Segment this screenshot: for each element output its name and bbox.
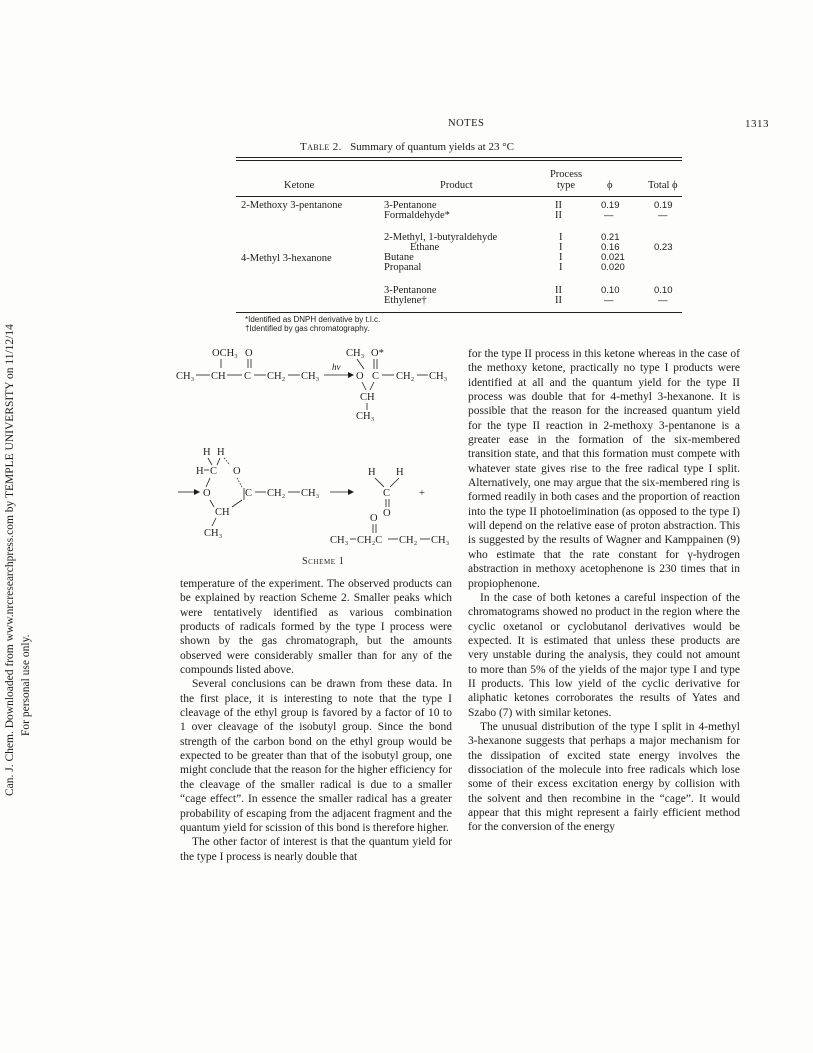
header-product: Product — [440, 180, 473, 191]
paragraph: Several conclusions can be drawn from these data. In the first place, it is interesting to note that the type I cleavage of the ethyl group is favored by a factor of 10 to 1 over cleavage of the isobutyl group. Since the bond strength of the carbon bond on the ethyl group would be expected to be greater than that of the isobutyl group, one might conclude that the reason for the higher efficiency for the cleavage of the smaller radical is due to a smaller “cage effect”. In essence the smaller radical has a greater probability of escaping from the adjacent fragment and the quantum yield for scission of this bond is therefore higher. — [180, 678, 452, 834]
ch2c-label: CH₂C — [357, 535, 383, 546]
type-cell: II — [555, 200, 562, 211]
h-label: H — [368, 467, 376, 478]
ch3-label: CH₃ — [346, 348, 365, 359]
paragraph: temperature of the experiment. The observed products can be explained by reaction Scheme 2. Smaller peaks which were tentatively identified as various combination products of radicals formed by the type I process were shown by the gas chromatograph, but the amounts observed were considerably smaller than for any of the compounds listed above. — [180, 578, 452, 677]
scheme-caption: Scheme 1 — [302, 556, 345, 567]
total-cell: — — [658, 295, 668, 306]
product-cell: Formaldehyde* — [384, 210, 450, 221]
phi-cell: 0.21 — [601, 232, 620, 243]
o-label: O — [383, 508, 391, 519]
download-notice-line1: Can. J. Chem. Downloaded from www.nrcresearchpress.com by TEMPLE UNIVERSITY on 11/12/14 — [4, 324, 16, 796]
right-column — [468, 347, 740, 835]
ch-label: CH — [211, 371, 226, 382]
phi-cell: 0.021 — [601, 252, 625, 263]
table-top-rule-2 — [236, 160, 682, 161]
product-cell: Ethylene† — [384, 295, 427, 306]
header-ketone: Ketone — [284, 180, 315, 191]
header-type: type — [556, 180, 576, 191]
total-cell: — — [658, 210, 668, 221]
ch2-label: CH₂ — [396, 371, 415, 382]
table-footnote: *Identified as DNPH derivative by t.l.c. — [245, 315, 381, 324]
paragraph: The unusual distribution of the type I split in 4-methyl 3-hexanone suggests that perhaps a major mechanism for the dissipation of excited state energy involves the dissociation of the molecule into free radicals which lose some of their excess excitation energy by collision with the solvent and then recombine in the “cage”. It would appear that this might represent a fairly efficient method for the conversion of the energy — [468, 720, 740, 834]
h-label: H — [196, 466, 204, 477]
table-bottom-rule — [236, 312, 682, 313]
type-cell: II — [555, 295, 562, 306]
table-label: Table 2. — [300, 141, 342, 153]
download-notice-line2: For personal use only. — [20, 634, 32, 736]
ch2-label: CH₂ — [267, 488, 286, 499]
paragraph: for the type II process in this ketone whereas in the case of the methoxy ketone, practically no type I products were identified at all and the quantum yield for the type II process was double that for 4-methyl 3-hexanone. It is possible that the reason for the increased quantum yield for the type II reaction in 2-methoxy 3-pentanone is a greater ease in the formation of the six-membered transition state, and that this formation must compete with whatever state gives rise to the free radical type I split. Alternatively, one may argue that the six-membered ring is formed readily in both cases and the proportion of reaction into the type II photoelimination (as opposed to the type I) will depend on the relative ease of proton abstraction. This is suggested by the results of Wagner and Kamppainen (9) who estimate that the rate constant for γ-hydrogen abstraction in methoxy acetophenone is 230 times that in propiophenone. — [468, 348, 740, 590]
table-footnote: †Identified by gas chromatography. — [245, 324, 370, 333]
ch3-label: CH₃ — [356, 411, 375, 422]
h-label: H — [203, 447, 211, 458]
ch3-label: CH₃ — [431, 535, 450, 546]
ch-label: CH — [360, 392, 375, 403]
ch3-label: CH₃ — [301, 488, 320, 499]
ch2-label: CH₂ — [267, 371, 286, 382]
o-star-label: O* — [371, 348, 384, 359]
o-label: O — [245, 348, 253, 359]
h-label: H — [217, 447, 225, 458]
total-cell: 0.19 — [654, 200, 673, 211]
total-cell: 0.10 — [654, 285, 673, 296]
paragraph: The other factor of interest is that the quantum yield for the type I process is nearly double that — [180, 836, 452, 863]
hv-label: hν — [332, 362, 341, 372]
type-cell: I — [559, 242, 563, 253]
ch3-label: CH₃ — [204, 528, 223, 539]
table-top-rule — [236, 157, 682, 158]
header-total-phi: Total ϕ — [648, 180, 678, 191]
page-number: 1313 — [745, 118, 769, 130]
och3-label: OCH₃ — [212, 348, 238, 359]
ch3-label: CH₃ — [176, 371, 195, 382]
h-label: H — [396, 467, 404, 478]
phi-cell: 0.19 — [601, 200, 620, 211]
o-label: O — [370, 513, 378, 524]
plus-sign: + — [419, 488, 425, 499]
table-header-rule — [236, 196, 682, 197]
phi-cell: 0.10 — [601, 285, 620, 296]
table-title: Summary of quantum yields at 23 °C — [350, 141, 514, 153]
o-label: O — [203, 488, 211, 499]
product-cell: Ethane — [410, 242, 440, 253]
o-label: O — [233, 466, 241, 477]
product-cell: 3-Pentanone — [384, 285, 437, 296]
download-notice — [0, 240, 38, 800]
c-label: C — [245, 488, 253, 499]
phi-cell: 0.020 — [601, 262, 625, 273]
ketone-cell: 2-Methoxy 3-pentanone — [241, 200, 343, 211]
ch2-label: CH₂ — [399, 535, 418, 546]
c-label: C — [244, 371, 252, 382]
ch3-label: CH₃ — [301, 371, 320, 382]
phi-cell: — — [604, 295, 614, 306]
ch3-label: CH₃ — [330, 535, 349, 546]
ch-label: CH — [215, 507, 230, 518]
paragraph: In the case of both ketones a careful inspection of the chromatograms showed no product in the region where the cyclic oxetanol or cyclobutanol derivatives would be expected. It is estimated that unless these products are very unstable during the analysis, they could not amount to more than 5% of the yields of the major type I and type II products. This low yield of the cyclic derivative for aliphatic ketones corroborates the results of Yates and Szabo (7) with similar ketones. — [468, 591, 740, 719]
product-cell: Butane — [384, 252, 414, 263]
type-cell: I — [559, 252, 563, 263]
type-cell: II — [555, 285, 562, 296]
c-label: C — [210, 466, 218, 477]
o-label: O — [356, 371, 364, 382]
header-phi: ϕ — [607, 180, 613, 191]
c-label: C — [383, 488, 391, 499]
type-cell: II — [555, 210, 562, 221]
running-head-section: NOTES — [448, 118, 485, 129]
c-label: C — [372, 371, 380, 382]
product-cell: Propanal — [384, 262, 422, 273]
total-cell: 0.23 — [654, 242, 673, 253]
phi-cell: — — [604, 210, 614, 221]
left-column — [180, 577, 452, 864]
ch3-label: CH₃ — [429, 371, 448, 382]
type-cell: I — [559, 262, 563, 273]
phi-cell: 0.16 — [601, 242, 620, 253]
table-caption — [300, 141, 514, 153]
header-process: Process — [549, 169, 583, 180]
product-cell: 3-Pentanone — [384, 200, 437, 211]
reaction-scheme — [170, 340, 470, 570]
product-cell: 2-Methyl, 1-butyraldehyde — [384, 232, 498, 243]
ketone-cell: 4-Methyl 3-hexanone — [241, 253, 332, 264]
type-cell: I — [559, 232, 563, 243]
